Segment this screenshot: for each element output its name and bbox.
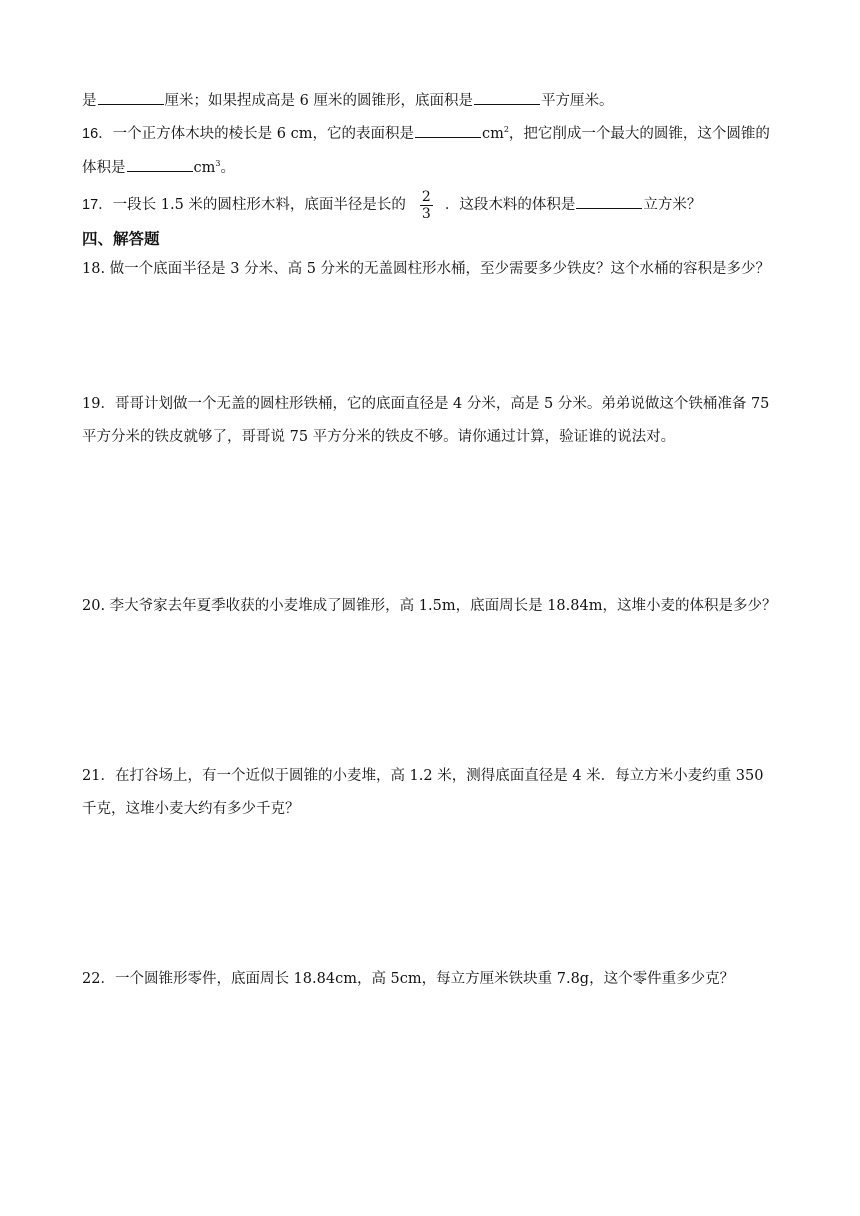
q17-text-2: ．这段木料的体积是: [444, 197, 576, 213]
q17-answer-blank[interactable]: [576, 194, 642, 209]
question-15-continuation: [82, 90, 782, 111]
question-21-line-2: 千克，这堆小麦大约有多少千克？: [82, 801, 300, 817]
question-21-line-1: 21．在打谷场上，有一个近似于圆锥的小麦堆，高 1.2 米，测得底面直径是 4 米．每立方米小麦约重 350: [82, 768, 764, 784]
q17-fraction: [420, 189, 433, 222]
question-19-line-2: 平方分米的铁皮就够了，哥哥说 75 平方分米的铁皮不够。请你通过计算，验证谁的说法对。: [82, 429, 676, 445]
question-20: 20. 李大爷家去年夏季收获的小麦堆成了圆锥形，高 1.5m，底面周长是 18.84m，这堆小麦的体积是多少？: [82, 598, 777, 614]
q16-number: 16．: [82, 126, 113, 142]
q17-text-1: 一段长 1.5 米的圆柱形木料，底面半径是长的: [112, 197, 406, 213]
question-22: 22．一个圆锥形零件，底面周长 18.84cm，高 5cm，每立方厘米铁块重 7.8g，这个零件重多少克？: [82, 971, 735, 987]
q16-answer-blank-1[interactable]: [415, 123, 481, 138]
q17-text-3: 立方米？: [643, 197, 702, 213]
q16-exponent-1: 2: [503, 125, 509, 135]
q16-answer-blank-2[interactable]: [127, 157, 193, 172]
q15-text-2: 厘米；如果捏成高是 6 厘米的圆锥形，底面积是: [164, 93, 473, 109]
question-19-line-1: 19．哥哥计划做一个无盖的圆柱形铁桶，它的底面直径是 4 分米，高是 5 分米。弟弟说做这个铁桶准备 75: [82, 396, 770, 412]
q15-answer-blank-2[interactable]: [474, 90, 540, 105]
question-16-line-2: [82, 157, 782, 178]
q16-unit-2: cm: [193, 160, 216, 176]
q17-fraction-denominator: 3: [421, 205, 431, 222]
q16-unit-1: cm: [481, 126, 504, 142]
q16-text-3: 体积是: [82, 160, 126, 176]
section-4-heading: 四、解答题: [82, 230, 160, 248]
q16-text-2: ，把它削成一个最大的圆锥，这个圆锥的: [508, 126, 770, 142]
q15-answer-blank-1[interactable]: [98, 90, 164, 105]
question-16-line-1: [82, 123, 782, 144]
question-18: 18. 做一个底面半径是 3 分米、高 5 分米的无盖圆柱形水桶，至少需要多少铁皮？这个水桶的容积是多少？: [82, 261, 771, 277]
q17-number: 17．: [82, 197, 113, 213]
q16-text-4: 。: [220, 160, 235, 176]
question-17: [82, 188, 782, 222]
q16-exponent-2: 3: [215, 159, 221, 169]
q15-text-1: 是: [82, 93, 97, 109]
q15-text-3: 平方厘米。: [540, 93, 614, 109]
q17-fraction-numerator: 2: [421, 188, 431, 205]
q16-text-1: 一个正方体木块的棱长是 6 cm，它的表面积是: [112, 126, 414, 142]
